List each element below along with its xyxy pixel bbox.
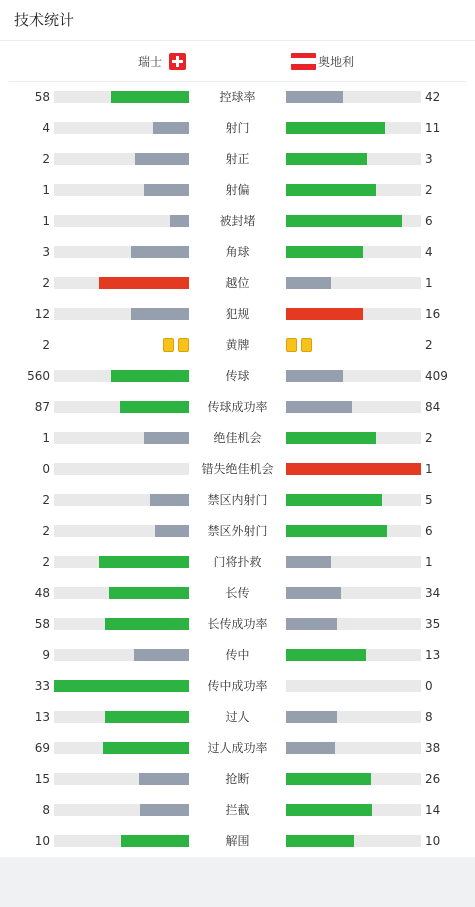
stat-row <box>0 307 475 321</box>
away-stat-bar-fill <box>286 215 402 227</box>
home-stat-bar-fill <box>150 494 189 506</box>
stat-row <box>0 710 475 724</box>
away-stat-bar-fill <box>286 246 363 258</box>
home-stat-value: 2 <box>42 493 50 507</box>
home-stat-value: 13 <box>34 710 50 724</box>
away-stat-bar-fill <box>286 711 337 723</box>
home-stat-value: 0 <box>42 462 50 476</box>
stat-row <box>0 183 475 197</box>
stat-label: 错失绝佳机会 <box>201 462 274 476</box>
away-stat-bar-fill <box>286 618 337 630</box>
home-stat-bar-fill <box>105 711 189 723</box>
home-stat-value: 2 <box>42 152 50 166</box>
away-stat-value: 84 <box>425 400 441 414</box>
stat-row <box>0 462 475 476</box>
home-stat-value: 1 <box>42 214 50 228</box>
away-stat-value: 16 <box>425 307 441 321</box>
stat-row <box>0 245 475 259</box>
home-stat-bar <box>54 556 189 568</box>
home-stat-value: 58 <box>34 617 50 631</box>
away-stat-bar <box>286 91 421 103</box>
away-stat-bar-fill <box>286 184 376 196</box>
yellow-card-icon <box>286 338 297 352</box>
stat-row <box>0 772 475 786</box>
home-stat-bar <box>54 246 189 258</box>
home-stat-bar <box>54 215 189 227</box>
away-stat-bar-fill <box>286 432 376 444</box>
home-stat-value: 9 <box>42 648 50 662</box>
home-stat-value: 69 <box>34 741 50 755</box>
away-stat-value: 6 <box>425 524 433 538</box>
away-yellow-cards <box>286 338 421 352</box>
stat-label: 犯规 <box>225 307 250 321</box>
stat-row <box>0 803 475 817</box>
home-stat-bar-fill <box>99 556 189 568</box>
stat-row <box>0 276 475 290</box>
stat-row <box>0 834 475 848</box>
home-stat-bar <box>54 463 189 475</box>
stat-label: 禁区内射门 <box>207 493 268 507</box>
stat-row <box>0 679 475 693</box>
away-stat-bar-fill <box>286 587 341 599</box>
home-stat-bar <box>54 122 189 134</box>
home-stat-bar-fill <box>144 184 189 196</box>
away-stat-value: 2 <box>425 183 433 197</box>
away-stat-value: 10 <box>425 834 441 848</box>
away-stat-value: 8 <box>425 710 433 724</box>
home-stat-bar <box>54 401 189 413</box>
away-stat-bar <box>286 153 421 165</box>
away-stat-bar-fill <box>286 525 387 537</box>
stat-row <box>0 586 475 600</box>
away-stat-value: 2 <box>425 431 433 445</box>
away-stat-value: 1 <box>425 555 433 569</box>
page-title: 技术统计 <box>14 11 75 29</box>
home-stat-value: 1 <box>42 183 50 197</box>
away-stat-value: 4 <box>425 245 433 259</box>
stat-label: 抢断 <box>225 772 250 786</box>
away-stat-bar <box>286 370 421 382</box>
away-stat-bar-fill <box>286 835 354 847</box>
home-stat-bar <box>54 587 189 599</box>
home-stat-bar-fill <box>111 91 189 103</box>
away-stat-bar <box>286 277 421 289</box>
away-stat-value: 26 <box>425 772 441 786</box>
away-stat-bar <box>286 246 421 258</box>
home-stat-bar <box>54 432 189 444</box>
title-divider <box>0 40 475 41</box>
home-stat-value: 3 <box>42 245 50 259</box>
stat-row <box>0 369 475 383</box>
away-stat-bar <box>286 618 421 630</box>
home-stat-bar-fill <box>111 370 189 382</box>
yellow-card-icon <box>178 338 189 352</box>
stat-label: 解围 <box>225 834 250 848</box>
home-stat-bar <box>54 494 189 506</box>
away-stat-bar-fill <box>286 401 352 413</box>
away-stat-bar-fill <box>286 153 367 165</box>
home-stat-bar-fill <box>131 308 189 320</box>
home-stat-bar <box>54 711 189 723</box>
stat-row <box>0 338 475 352</box>
home-stat-value: 2 <box>42 524 50 538</box>
home-stat-bar-fill <box>170 215 189 227</box>
stat-row <box>0 617 475 631</box>
stat-label: 被封堵 <box>219 214 256 228</box>
away-stat-bar <box>286 308 421 320</box>
stat-row <box>0 214 475 228</box>
stat-label: 绝佳机会 <box>213 431 262 445</box>
away-stat-bar <box>286 804 421 816</box>
away-stat-value: 34 <box>425 586 441 600</box>
away-stat-bar-fill <box>286 649 366 661</box>
home-stat-bar <box>54 680 189 692</box>
stat-row <box>0 493 475 507</box>
home-stat-value: 1 <box>42 431 50 445</box>
away-stat-bar <box>286 680 421 692</box>
home-stat-bar-fill <box>144 432 189 444</box>
home-stat-bar-fill <box>99 277 189 289</box>
away-stat-bar-fill <box>286 308 363 320</box>
stat-label: 过人成功率 <box>207 741 268 755</box>
away-stat-bar-fill <box>286 804 372 816</box>
stat-label: 黄牌 <box>225 338 250 352</box>
stat-label: 过人 <box>225 710 250 724</box>
away-stat-value: 5 <box>425 493 433 507</box>
away-stat-bar-fill <box>286 773 371 785</box>
home-stat-bar <box>54 370 189 382</box>
away-stat-value: 42 <box>425 90 441 104</box>
home-stat-bar <box>54 742 189 754</box>
stat-label: 角球 <box>225 245 250 259</box>
away-stat-bar <box>286 432 421 444</box>
home-stat-bar-fill <box>131 246 189 258</box>
stat-row <box>0 400 475 414</box>
away-stat-value: 0 <box>425 679 433 693</box>
home-stat-bar-fill <box>103 742 189 754</box>
away-stat-bar-fill <box>286 494 382 506</box>
home-stat-bar <box>54 91 189 103</box>
home-stat-bar <box>54 835 189 847</box>
away-stat-value: 35 <box>425 617 441 631</box>
away-stat-bar <box>286 215 421 227</box>
away-stat-bar <box>286 649 421 661</box>
away-stat-bar <box>286 401 421 413</box>
away-stat-bar <box>286 556 421 568</box>
home-stat-bar-fill <box>135 153 189 165</box>
away-stat-bar-fill <box>286 463 421 475</box>
away-stat-bar-fill <box>286 370 343 382</box>
away-stat-value: 3 <box>425 152 433 166</box>
stat-label: 门将扑救 <box>213 555 262 569</box>
home-stat-value: 48 <box>34 586 50 600</box>
stat-label: 射正 <box>225 152 250 166</box>
yellow-card-icon <box>301 338 312 352</box>
away-stat-bar-fill <box>286 742 335 754</box>
home-stat-bar <box>54 525 189 537</box>
away-stat-bar <box>286 122 421 134</box>
stat-label: 传中成功率 <box>207 679 268 693</box>
away-stat-bar <box>286 525 421 537</box>
home-stat-value: 12 <box>34 307 50 321</box>
home-stat-bar <box>54 308 189 320</box>
home-stat-bar <box>54 649 189 661</box>
away-stat-value: 2 <box>425 338 433 352</box>
stat-label: 射门 <box>225 121 250 135</box>
home-stat-value: 560 <box>27 369 50 383</box>
away-stat-value: 1 <box>425 462 433 476</box>
away-stat-value: 1 <box>425 276 433 290</box>
home-stat-bar-fill <box>121 835 189 847</box>
home-team-name: 瑞士 <box>138 55 163 69</box>
home-stat-value: 33 <box>34 679 50 693</box>
stat-label: 传球成功率 <box>207 400 268 414</box>
away-stat-value: 38 <box>425 741 441 755</box>
away-team-name: 奥地利 <box>318 55 355 69</box>
stat-row <box>0 152 475 166</box>
away-stat-value: 14 <box>425 803 441 817</box>
home-stat-bar <box>54 153 189 165</box>
home-stat-value: 15 <box>34 772 50 786</box>
home-stat-value: 58 <box>34 90 50 104</box>
away-stat-bar <box>286 835 421 847</box>
away-stat-value: 11 <box>425 121 441 135</box>
stat-row <box>0 648 475 662</box>
away-stat-bar-fill <box>286 277 331 289</box>
stat-row <box>0 524 475 538</box>
away-stat-value: 6 <box>425 214 433 228</box>
stat-row <box>0 90 475 104</box>
switzerland-flag-icon <box>169 53 186 70</box>
stat-row <box>0 121 475 135</box>
home-stat-value: 2 <box>42 338 50 352</box>
home-stat-value: 2 <box>42 276 50 290</box>
austria-flag-icon <box>291 53 316 70</box>
home-stat-value: 4 <box>42 121 50 135</box>
stat-label: 传中 <box>225 648 250 662</box>
away-stat-bar-fill <box>286 91 343 103</box>
away-stat-bar-fill <box>286 122 385 134</box>
away-stat-bar <box>286 587 421 599</box>
stat-row <box>0 555 475 569</box>
home-yellow-cards <box>54 338 189 352</box>
home-stat-bar <box>54 618 189 630</box>
home-stat-bar-fill <box>134 649 189 661</box>
stat-label: 射偏 <box>225 183 250 197</box>
stat-label: 长传成功率 <box>207 617 268 631</box>
home-stat-bar <box>54 804 189 816</box>
away-stat-bar <box>286 742 421 754</box>
home-stat-bar-fill <box>153 122 189 134</box>
away-stat-value: 13 <box>425 648 441 662</box>
away-stat-bar-fill <box>286 556 331 568</box>
home-stat-bar-fill <box>54 680 189 692</box>
stat-label: 长传 <box>225 586 250 600</box>
home-stat-bar-fill <box>139 773 189 785</box>
teams-divider <box>9 81 466 82</box>
stat-label: 拦截 <box>225 803 250 817</box>
home-stat-bar <box>54 773 189 785</box>
away-stat-bar <box>286 711 421 723</box>
stat-label: 越位 <box>225 276 250 290</box>
away-stat-bar <box>286 773 421 785</box>
home-stat-value: 10 <box>34 834 50 848</box>
home-stat-bar-fill <box>120 401 189 413</box>
home-stat-value: 2 <box>42 555 50 569</box>
yellow-card-icon <box>163 338 174 352</box>
away-stat-bar <box>286 184 421 196</box>
home-stat-bar-fill <box>105 618 189 630</box>
stat-label: 控球率 <box>219 90 256 104</box>
stat-row <box>0 741 475 755</box>
away-stat-bar <box>286 463 421 475</box>
away-stat-value: 409 <box>425 369 448 383</box>
home-stat-bar-fill <box>155 525 189 537</box>
stat-label: 禁区外射门 <box>207 524 268 538</box>
home-stat-value: 87 <box>34 400 50 414</box>
stat-row <box>0 431 475 445</box>
home-stat-bar-fill <box>109 587 189 599</box>
stat-label: 传球 <box>225 369 250 383</box>
home-stat-bar <box>54 184 189 196</box>
away-stat-bar <box>286 494 421 506</box>
home-stat-bar <box>54 277 189 289</box>
home-stat-value: 8 <box>42 803 50 817</box>
home-stat-bar-fill <box>140 804 189 816</box>
